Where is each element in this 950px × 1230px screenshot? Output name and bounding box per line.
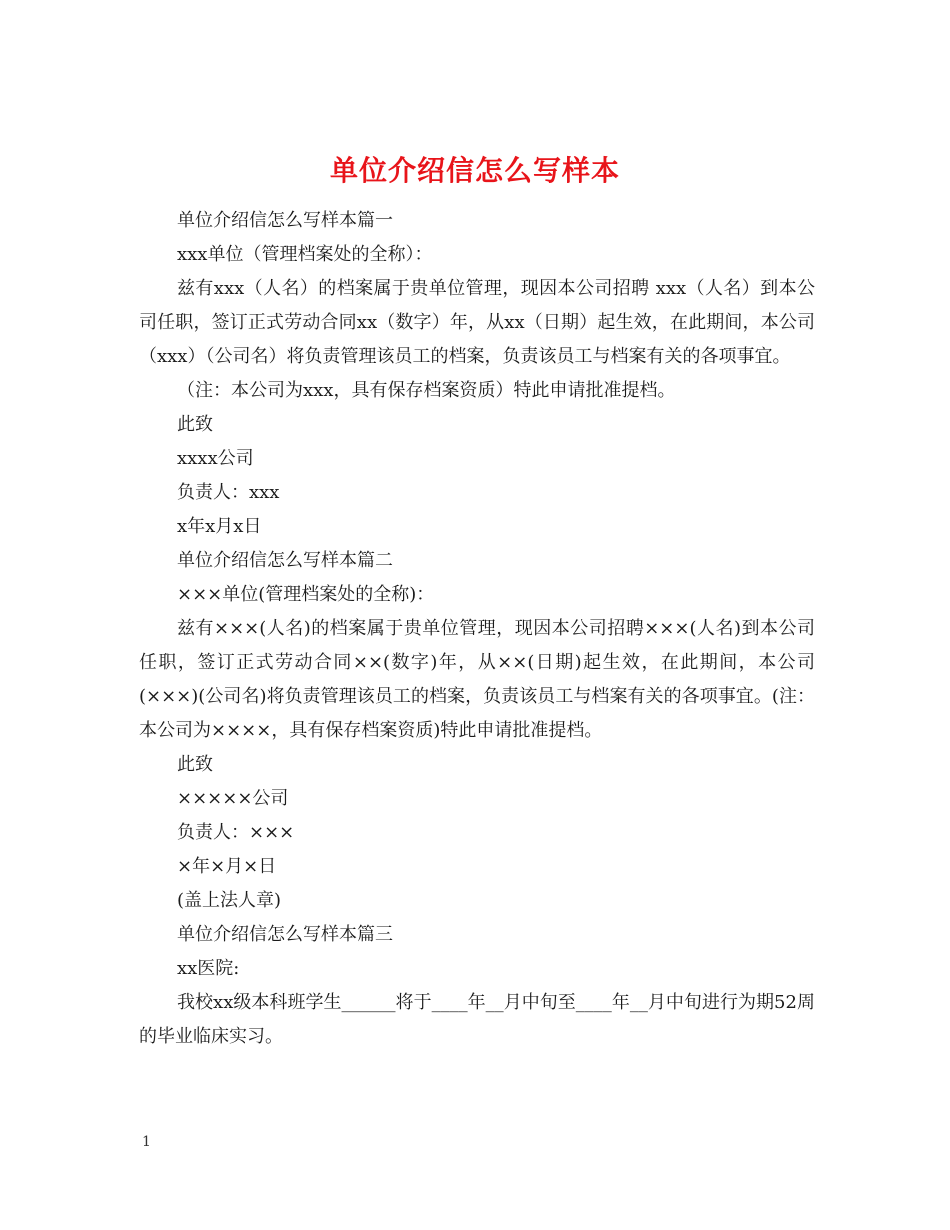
- seal-note: (盖上法人章): [177, 890, 282, 911]
- document-body: [139, 204, 815, 1054]
- page-number: 1: [142, 1134, 151, 1150]
- section-heading: 单位介绍信怎么写样本篇二: [177, 550, 393, 571]
- body-paragraph: 兹有xxx（人名）的档案属于贵单位管理，现因本公司招聘 xxx（人名）到本公司任职，签订正式劳动合同xx（数字）年，从xx（日期）起生效，在此期间，本公司（xxx）（公司名）将负责管理该员工的档案，负责该员工与档案有关的各项事宜。: [139, 278, 815, 367]
- salutation: ×××单位(管理档案处的全称)：: [177, 584, 435, 605]
- section-heading: 单位介绍信怎么写样本篇一: [177, 210, 393, 231]
- signature-date: x年x月x日: [177, 516, 262, 537]
- signature-person: 负责人：xxx: [177, 482, 280, 503]
- body-paragraph: 兹有×××(人名)的档案属于贵单位管理，现因本公司招聘×××(人名)到本公司任职，签订正式劳动合同××(数字)年，从××(日期)起生效，在此期间，本公司(×××)(公司名)将负责管理该员工的档案，负责该员工与档案有关的各项事宜。(注：本公司为××××，具有保存档案资质)特此申请批准提档。: [139, 618, 815, 741]
- signature-company: xxxx公司: [177, 448, 254, 469]
- closing-line: 此致: [177, 754, 213, 775]
- signature-person: 负责人：×××: [177, 822, 295, 843]
- body-paragraph: 我校xx级本科班学生______将于____年__月中旬至____年__月中旬进行为期52周的毕业临床实习。: [139, 992, 815, 1047]
- page-title: 单位介绍信怎么写样本: [329, 153, 620, 187]
- signature-company: ×××××公司: [177, 788, 289, 809]
- note-paragraph: （注：本公司为xxx，具有保存档案资质）特此申请批准提档。: [177, 380, 676, 401]
- section-heading: 单位介绍信怎么写样本篇三: [177, 924, 393, 945]
- salutation: xxx单位（管理档案处的全称）：: [177, 244, 433, 265]
- closing-line: 此致: [177, 414, 213, 435]
- signature-date: ×年×月×日: [177, 856, 277, 877]
- salutation: xx医院:: [177, 958, 240, 979]
